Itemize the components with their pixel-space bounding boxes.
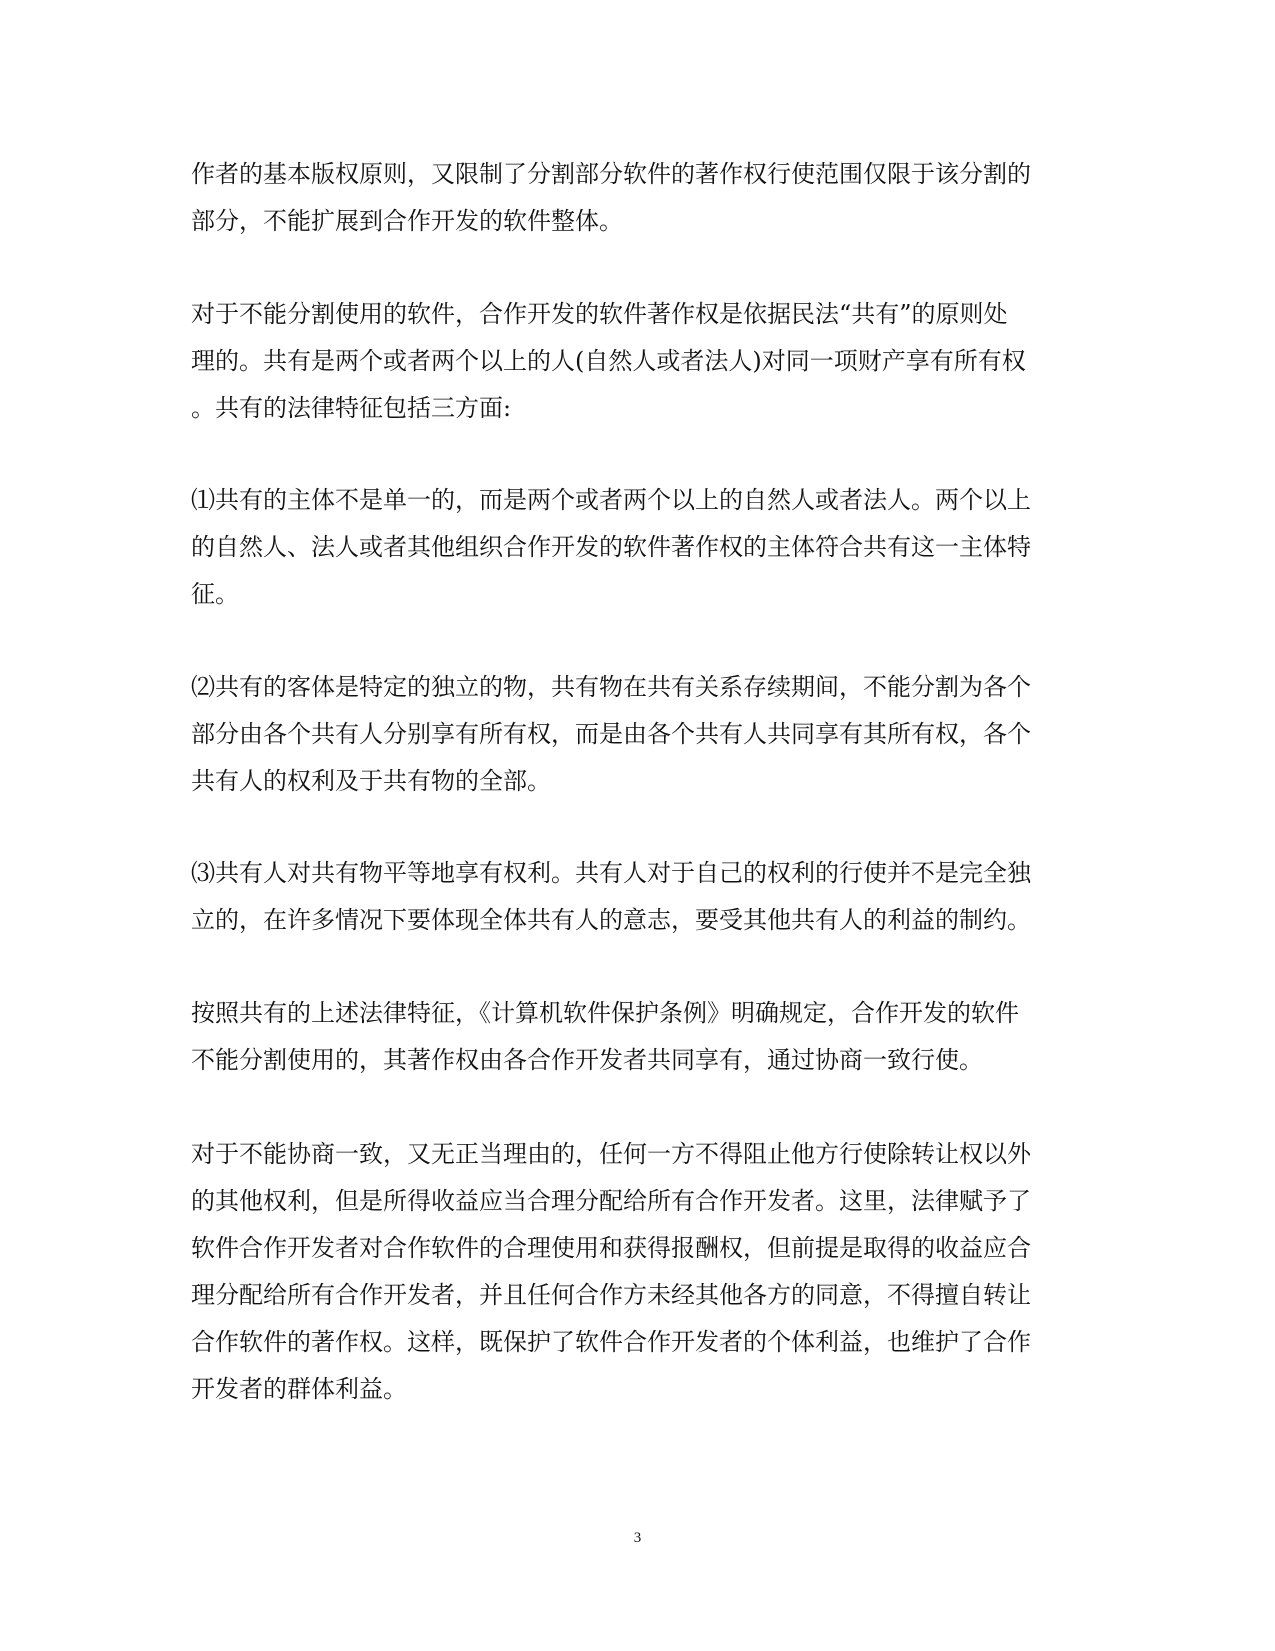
paragraph-line: 立的，在许多情况下要体现全体共有人的意志，要受其他共有人的利益的制约。 (191, 906, 1031, 934)
paragraph-line: 的自然人、法人或者其他组织合作开发的软件著作权的主体符合共有这一主体特 (191, 533, 1031, 561)
paragraph-line: 不能分割使用的，其著作权由各合作开发者共同享有，通过协商一致行使。 (191, 1046, 983, 1074)
paragraph-line: 共有人的权利及于共有物的全部。 (191, 767, 551, 795)
paragraph-line: 。共有的法律特征包括三方面: (191, 394, 512, 422)
paragraph-line: 征。 (191, 580, 239, 608)
paragraph-line: 理的。共有是两个或者两个以上的人(自然人或者法人)对同一项财产享有所有权 (191, 347, 1026, 375)
paragraph-line: 部分由各个共有人分别享有所有权，而是由各个共有人共同享有其所有权，各个 (191, 720, 1031, 748)
page-number: 3 (633, 1530, 642, 1546)
paragraph-line: ⑶共有人对共有物平等地享有权利。共有人对于自己的权利的行使并不是完全独 (191, 859, 1031, 887)
paragraph-line: 作者的基本版权原则，又限制了分割部分软件的著作权行使范围仅限于该分割的 (191, 160, 1031, 188)
paragraph-line: 部分，不能扩展到合作开发的软件整体。 (191, 207, 623, 235)
paragraph-line: 的其他权利，但是所得收益应当合理分配给所有合作开发者。这里，法律赋予了 (191, 1187, 1031, 1215)
paragraph-line: 合作软件的著作权。这样，既保护了软件合作开发者的个体利益，也维护了合作 (191, 1328, 1031, 1356)
paragraph-line: 开发者的群体利益。 (191, 1375, 407, 1403)
paragraph-line: 软件合作开发者对合作软件的合理使用和获得报酬权，但前提是取得的收益应合 (191, 1234, 1031, 1262)
paragraph-line: 对于不能分割使用的软件，合作开发的软件著作权是依据民法“共有”的原则处 (191, 300, 1008, 328)
paragraph-line: 理分配给所有合作开发者，并且任何合作方未经其他各方的同意，不得擅自转让 (191, 1281, 1031, 1309)
paragraph-line: ⑵共有的客体是特定的独立的物，共有物在共有关系存续期间，不能分割为各个 (191, 673, 1031, 701)
paragraph-line: 按照共有的上述法律特征，《计算机软件保护条例》明确规定，合作开发的软件 (191, 999, 1019, 1027)
paragraph-line: ⑴共有的主体不是单一的，而是两个或者两个以上的自然人或者法人。两个以上 (191, 486, 1031, 514)
paragraph-line: 对于不能协商一致，又无正当理由的，任何一方不得阻止他方行使除转让权以外 (191, 1140, 1031, 1168)
